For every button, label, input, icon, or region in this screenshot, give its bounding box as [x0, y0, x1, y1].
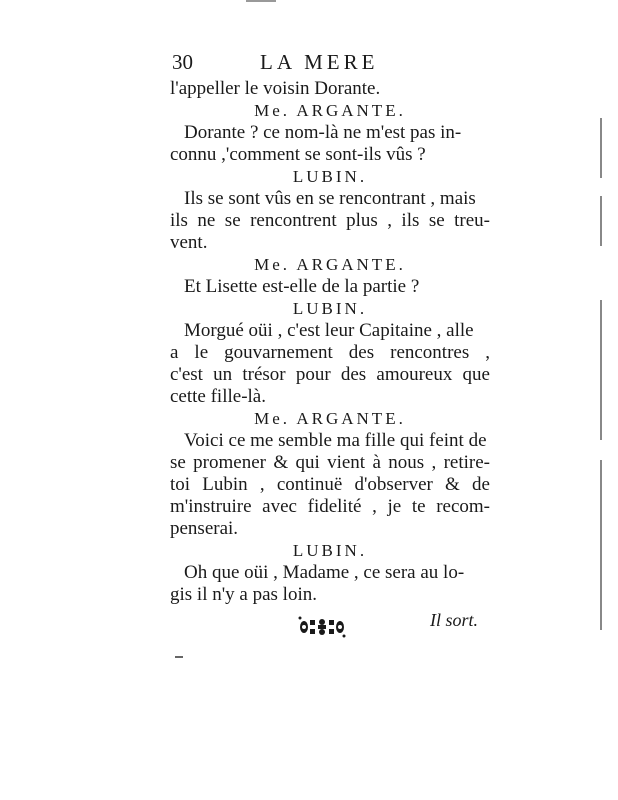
edge-mark — [600, 118, 602, 178]
edge-mark — [600, 460, 602, 630]
text-line: connu ,'comment se sont-ils vûs ? — [170, 144, 426, 165]
text-line: a le gouvarnement des rencontres , — [170, 342, 490, 363]
text-line: penserai. — [170, 518, 239, 539]
text-line: l'appeller le voisin Dorante. — [170, 78, 381, 99]
text-line: se promener & qui vient à nous , retire- — [170, 452, 490, 473]
text-line: Morgué oüi , c'est leur Capitaine , alle — [184, 320, 474, 341]
text-line: m'instruire avec fidelité , je te recom- — [170, 496, 490, 517]
speaker-name: LUBIN. — [292, 541, 368, 560]
text-line: c'est un trésor pour des amoureux que — [170, 364, 490, 385]
stage-direction: Il sort. — [429, 610, 478, 630]
edge-mark — [600, 196, 602, 246]
fleuron-ornament-icon — [298, 614, 346, 640]
text-line: gis il n'y a pas loin. — [170, 584, 317, 605]
page-header — [172, 50, 472, 80]
speaker-name: LUBIN. — [292, 299, 368, 318]
ink-speck — [175, 656, 183, 658]
text-line: Oh que oüi , Madame , ce sera au lo- — [184, 562, 465, 583]
speaker-name: Me. ARGANTE. — [254, 255, 406, 274]
edge-mark — [600, 300, 602, 440]
text-line: cette fille-là. — [170, 386, 266, 407]
play-text — [170, 78, 490, 632]
text-line: Voici ce me semble ma fille qui feint de — [184, 430, 487, 451]
text-line: ils ne se rencontrent plus , ils se treu- — [170, 210, 490, 231]
text-line: toi Lubin , continuë d'observer & de — [170, 474, 490, 495]
text-line: Ils se sont vûs en se rencontrant , mais — [184, 188, 476, 209]
speaker-name: Me. ARGANTE. — [254, 101, 406, 120]
text-line: vent. — [170, 232, 208, 253]
top-edge-mark — [246, 0, 276, 2]
text-line: Dorante ? ce nom-là ne m'est pas in- — [184, 122, 462, 143]
speaker-name: LUBIN. — [292, 167, 368, 186]
page-number: 30 — [172, 50, 193, 74]
text-line: Et Lisette est-elle de la partie ? — [184, 276, 420, 297]
speaker-name: Me. ARGANTE. — [254, 409, 406, 428]
running-title: LA MERE — [260, 50, 379, 74]
